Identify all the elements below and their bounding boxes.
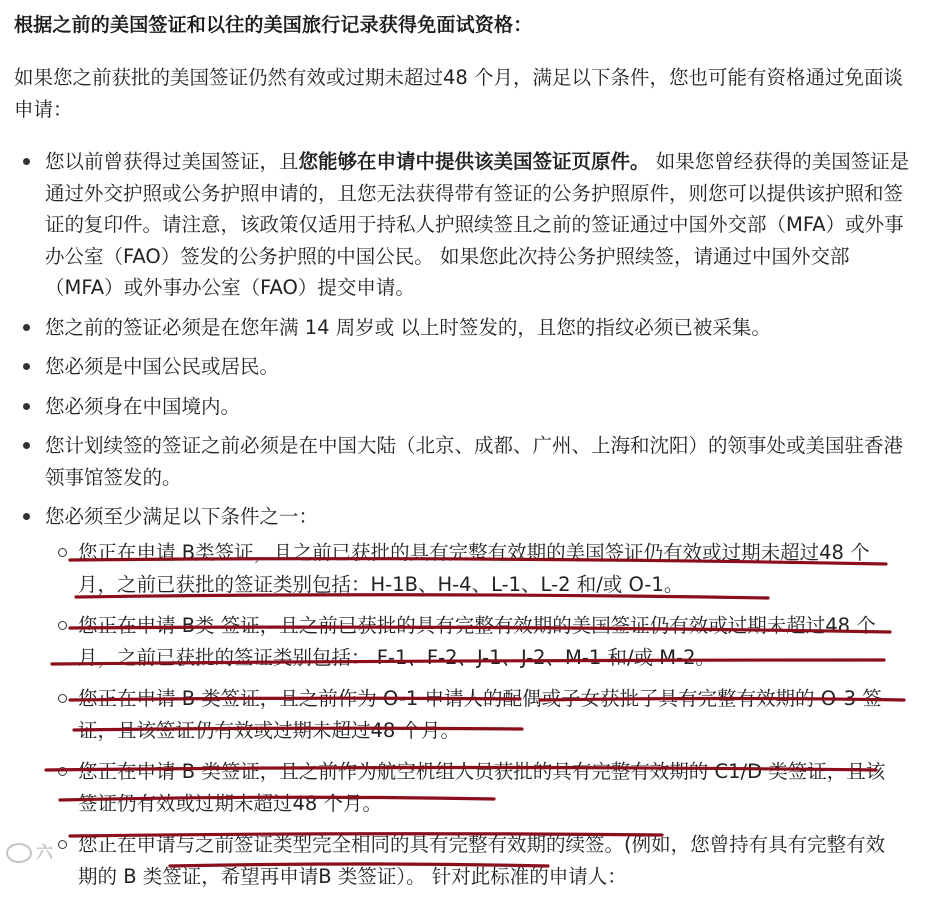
sublist-item	[0, 683, 912, 747]
requirements-list	[0, 146, 926, 902]
sublist-item	[0, 756, 912, 820]
list-item	[0, 391, 926, 423]
bullet-icon	[23, 513, 30, 520]
subitem-text: 您正在申请与之前签证类型完全相同的具有完整有效期的续签。(例如，您曾持有具有完整有效期的 B 类签证，希望再申请B 类签证）。 针对此标准的申请人：	[78, 832, 886, 888]
sublist-item	[0, 610, 912, 674]
section-heading: 根据之前的美国签证和以往的美国旅行记录获得免面试资格：	[14, 14, 533, 36]
list-item	[0, 146, 926, 304]
item-text: 您必须至少满足以下条件之一：	[45, 505, 319, 528]
item-text: 您必须身在中国境内。	[45, 394, 241, 418]
bullet-icon	[23, 403, 30, 410]
item-text-strong: 您能够在申请中提供该美国签证页原件。	[298, 150, 650, 173]
watermark	[6, 838, 53, 863]
subitem-text: 您正在申请 B类 签证，且之前已获批的具有完整有效期的美国签证仍有效或过期未超过48 个月，之前已获批的签证类别包括： F-1、F-2、J-1、J-2、M-1 和/或 M-2。	[78, 613, 876, 669]
item-text: 您必须是中国公民或居民。	[45, 355, 280, 378]
watermark-text: 六	[36, 843, 53, 863]
item-text: 您计划续签的签证之前必须是在中国大陆（北京、成都、广州、上海和沈阳）的领事处或美国驻香港领事馆签发的。	[45, 434, 904, 489]
conditions-sublist	[0, 537, 912, 893]
circle-bullet-icon	[58, 621, 67, 630]
subitem-text: 您正在申请 B类签证，且之前已获批的具有完整有效期的美国签证仍有效或过期未超过48 个月，之前已获批的签证类别包括：H-1B、H-4、L-1、L-2 和/或 O-1。	[78, 540, 870, 596]
circle-bullet-icon	[58, 548, 67, 557]
item-text-post: 如果您曾经获得的美国签证是通过外交护照或公务护照申请的，且您无法获得带有签证的公务护照原件，则您可以提供该护照和签证的复印件。请注意，该政策仅适用于持私人护照续签且之前的签证通过中国外交部（MFA）或外事办公室（FAO）签发的公务护照的中国公民。 如果您此次持公务护照续签，请通过中国外交部（MFA）或外事办公室（FAO）提交申请。	[45, 150, 910, 299]
list-item	[0, 312, 926, 344]
item-text-pre: 您以前曾获得过美国签证，且	[45, 150, 299, 173]
item-text: 您之前的签证必须是在您年满 14 周岁或 以上时签发的，且您的指纹必须已被采集。	[45, 315, 771, 339]
intro-paragraph: 如果您之前获批的美国签证仍然有效或过期未超过48 个月，满足以下条件，您也可能有资格通过免面谈申请：	[14, 66, 904, 121]
bullet-icon	[23, 363, 30, 370]
subitem-text: 您正在申请 B 类签证，且之前作为 O-1 申请人的配偶或子女获批了具有完整有效期的 O-3 签证，且该签证仍有效或过期未超过48 个月。	[78, 686, 882, 742]
list-item	[0, 501, 926, 893]
sublist-item	[0, 829, 912, 893]
sublist-item	[0, 537, 912, 601]
list-item	[0, 351, 926, 383]
bullet-icon	[23, 158, 30, 165]
circle-bullet-icon	[58, 767, 67, 776]
subitem-text: 您正在申请 B 类签证，且之前作为航空机组人员获批的具有完整有效期的 C1/D 类签证，且该签证仍有效或过期未超过48 个月。	[78, 759, 886, 815]
watermark-logo-icon	[6, 843, 32, 863]
circle-bullet-icon	[58, 840, 67, 849]
circle-bullet-icon	[58, 694, 67, 703]
bullet-icon	[23, 324, 30, 331]
list-item	[0, 430, 926, 493]
bullet-icon	[23, 442, 30, 449]
